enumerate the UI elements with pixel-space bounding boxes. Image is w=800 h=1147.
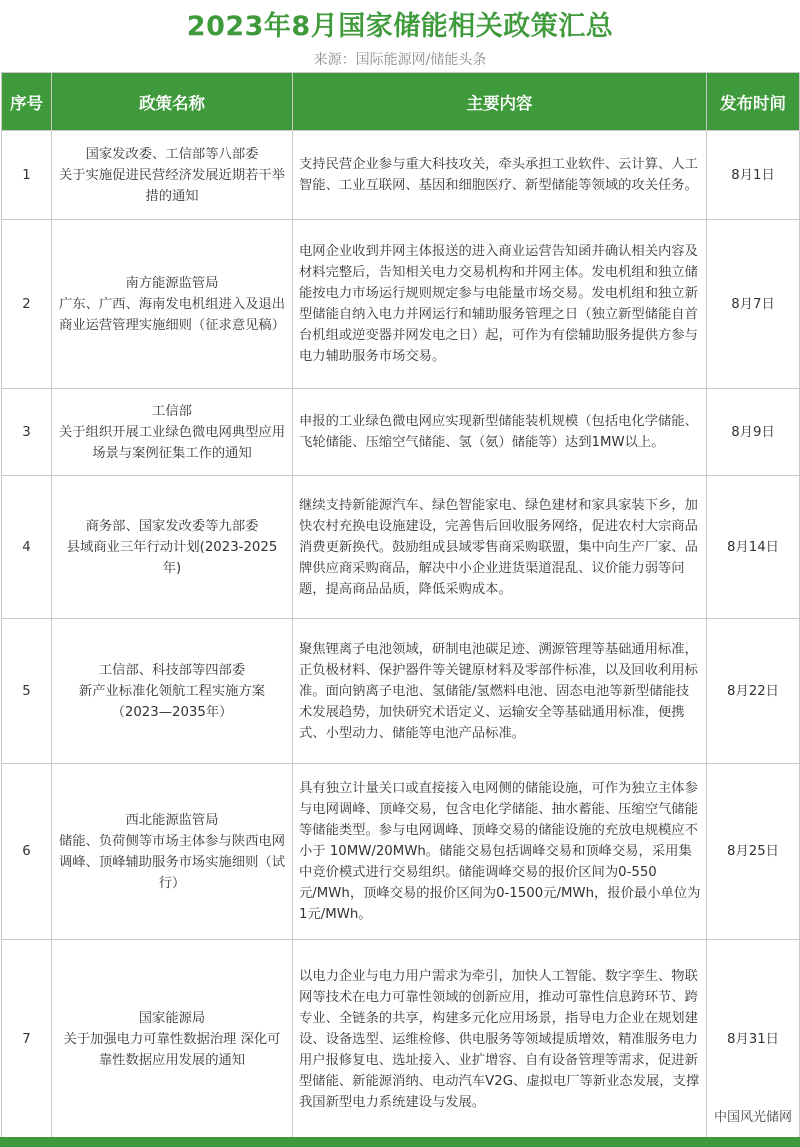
policy-name [52,476,293,619]
policy-content: 电网企业收到并网主体报送的进入商业运营告知函并确认相关内容及材料完整后，告知相关电力交易机构和并网主体。发电机组和独立储能按电力市场运行规则规定参与电能量市场交易。发电机组和独立新型储能自纳入电力并网运行和辅助服务管理之日（独立新型储能自首台机组或逆变器并网发电之日）起，可作为有偿辅助服务提供方参与电力辅助服务市场交易。 [293,220,707,389]
header-content: 主要内容 [293,73,707,131]
table-row [2,764,800,940]
policy-name [52,389,293,476]
header-name: 政策名称 [52,73,293,131]
header-date: 发布时间 [707,73,800,131]
row-num: 1 [2,131,52,220]
table-row [2,619,800,764]
page-title: 2023年8月国家储能相关政策汇总 [186,11,614,42]
policy-date: 8月25日 [707,764,800,940]
policy-issuer: 工信部 [152,403,192,419]
header-num: 序号 [2,73,52,131]
row-num: 2 [2,220,52,389]
footer-bar [0,1137,800,1147]
table-row [2,220,800,389]
policy-issuer: 国家能源局 [138,1010,206,1026]
policy-title: 新产业标准化领航工程实施方案（2023—2035年） [78,683,266,720]
policy-title: 广东、广西、海南发电机组进入及退出商业运营管理实施细则（征求意见稿） [58,296,286,333]
policy-content: 具有独立计量关口或直接接入电网侧的储能设施，可作为独立主体参与电网调峰、顶峰交易，包含电化学储能、抽水蓄能、压缩空气储能等储能类型。参与电网调峰、顶峰交易的储能设施的充放电规模应不小于 10MW/20MWh。储能交易包括调峰交易和顶峰交易，采用集中竞价模式进行交易组织。储能调峰交易的报价区间为0-550元/MWh，顶峰交易的报价区间为0-1500元/MWh，报价最小单位为1元/MWh。 [293,764,707,940]
policy-content: 以电力企业与电力用户需求为牵引，加快人工智能、数字孪生、物联网等技术在电力可靠性领域的创新应用，推动可靠性信息跨环节、跨专业、全链条的共享，构建多元化应用场景，指导电力企业在规划建设、设备选型、运维检修、供电服务等领域提质增效，精准服务电力用户报修复电、选址接入、业扩增容、自有设备管理等需求，促进新型储能、新能源消纳、电动汽车V2G、虚拟电厂等新业态发展，支撑我国新型电力系统建设与发展。 [293,940,707,1139]
row-num: 3 [2,389,52,476]
policy-title: 储能、负荷侧等市场主体参与陕西电网调峰、顶峰辅助服务市场实施细则（试行） [58,833,286,891]
policy-content: 支持民营企业参与重大科技攻关，牵头承担工业软件、云计算、人工智能、工业互联网、基因和细胞医疗、新型储能等领域的攻关任务。 [293,131,707,220]
policy-issuer: 南方能源监管局 [125,275,219,291]
table-row [2,131,800,220]
table-row [2,389,800,476]
policy-name [52,619,293,764]
table-row [2,476,800,619]
policy-date: 8月22日 [707,619,800,764]
row-num: 6 [2,764,52,940]
policy-date: 8月9日 [707,389,800,476]
policy-issuer: 商务部、国家发改委等九部委 [85,518,259,534]
policy-title: 关于实施促进民营经济发展近期若干举措的通知 [58,167,286,204]
policy-title: 关于加强电力可靠性数据治理 深化可靠性数据应用发展的通知 [63,1031,281,1068]
policy-name [52,940,293,1139]
policy-date: 8月1日 [707,131,800,220]
policy-content: 申报的工业绿色微电网应实现新型储能装机规模（包括电化学储能、飞轮储能、压缩空气储能、氢（氨）储能等）达到1MW以上。 [293,389,707,476]
policy-table [1,72,800,1139]
policy-name [52,220,293,389]
policy-date: 8月31日 [707,940,800,1139]
policy-date: 8月7日 [707,220,800,389]
table-header-row [2,73,800,131]
policy-content: 聚焦锂离子电池领域，研制电池碳足迹、溯源管理等基础通用标准，正负极材料、保护器件等关键原材料及零部件标准，以及回收利用标准。面向钠离子电池、氢储能/氢燃料电池、固态电池等新型储能技术发展趋势，加快研究术语定义、运输安全等基础通用标准，便携式、小型动力、储能等电池产品标准。 [293,619,707,764]
table-row [2,940,800,1139]
policy-title: 县域商业三年行动计划(2023-2025年) [66,539,278,576]
source-note: 来源：国际能源网/储能头条 [313,52,487,68]
policy-content: 继续支持新能源汽车、绿色智能家电、绿色建材和家具家装下乡，加快农村充换电设施建设，完善售后回收服务网络，促进农村大宗商品消费更新换代。鼓励组成县域零售商采购联盟，集中向生产厂家、品牌供应商采购商品，解决中小企业进货渠道混乱、议价能力弱等问题，提高商品品质，降低采购成本。 [293,476,707,619]
policy-name [52,764,293,940]
policy-issuer: 工信部、科技部等四部委 [98,662,246,678]
policy-date: 8月14日 [707,476,800,619]
policy-issuer: 西北能源监管局 [125,812,219,828]
policy-issuer: 国家发改委、工信部等八部委 [85,146,259,162]
policy-name [52,131,293,220]
watermark: 中国风光储网 [713,1110,792,1125]
row-num: 7 [2,940,52,1139]
row-num: 4 [2,476,52,619]
policy-title: 关于组织开展工业绿色微电网典型应用场景与案例征集工作的通知 [58,424,286,461]
row-num: 5 [2,619,52,764]
